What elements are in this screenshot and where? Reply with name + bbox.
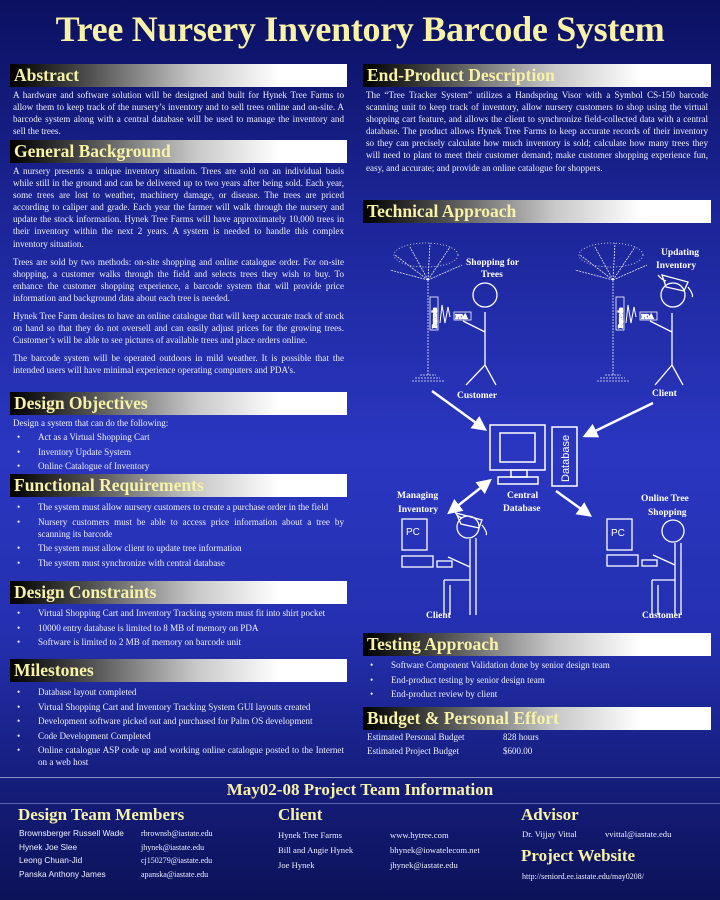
client-contacts — [390, 828, 480, 873]
svg-text:Shopping for: Shopping for — [466, 258, 520, 268]
svg-text:Barcode: Barcode — [432, 308, 439, 328]
barcode-icon — [430, 297, 439, 330]
background-section — [10, 140, 347, 377]
budget-row: Estimated Personal Budget 828 hours — [367, 732, 539, 742]
functional-section — [10, 474, 347, 571]
end-product-text: The “Tree Tracker System” utilizes a Handspring Visor with a Symbol CS-150 barcode scanning unit to keep track of inventory, allow nursery customers to shop using the virtual shopping cart feature, and allows the client to synchronize field-collected data with a central database. The product allows Hynek Tree Farms to keep accurate records of their inventory so they can precisely calculate how much inventory is sold; calculate how many trees they will need to plant to meet their customer demand; make customer shopping experience fun, easy, and accurate; and provide an online catalogue for shoppers. — [366, 90, 708, 173]
budget-section — [363, 707, 711, 758]
paragraph: Trees are sold by two methods: on-site shopping and online catalogue order. For on-site shopping, a customer walks through the field and selects trees they wish to buy. To enhance the customer shopping experience, a barcode system that will provide price information and background data about each tree is needed. — [13, 256, 344, 303]
budget-row: Estimated Project Budget $600.00 — [367, 746, 533, 756]
customer-figure — [463, 283, 497, 385]
svg-text:Client: Client — [426, 611, 451, 621]
tree-icon — [575, 243, 647, 381]
svg-text:Inventory: Inventory — [656, 261, 697, 271]
section-heading: Technical Approach — [363, 200, 711, 223]
customer-figure — [652, 520, 684, 615]
svg-text:PDA: PDA — [641, 314, 654, 321]
pc-icon — [402, 519, 452, 567]
section-heading: Abstract — [10, 64, 347, 87]
website-link[interactable]: http://seniord.ee.iastate.edu/may0208/ — [522, 872, 644, 881]
email-link[interactable]: vvittal@iastate.edu — [605, 829, 672, 839]
svg-text:Shopping: Shopping — [648, 508, 687, 518]
client-heading: Client — [278, 805, 323, 824]
list-item: • Virtual Shopping Cart and Inventory Tracking system must fit into shirt pocket — [17, 608, 326, 618]
list-item: • Software is limited to 2 MB of memory on barcode unit — [17, 637, 242, 648]
list-item: • Online Catalogue of Inventory — [17, 461, 150, 472]
svg-text:Updating: Updating — [661, 248, 700, 258]
svg-text:PC: PC — [406, 527, 420, 538]
email-link[interactable]: apanska@iastate.edu — [141, 869, 209, 879]
objectives-intro: Design a system that can do the following: — [13, 418, 169, 428]
team-names: Brownsberger Russell Wade Hynek Joe Slee Leong Chuan-Jid Panska Anthony James — [19, 828, 124, 879]
objectives-section — [10, 392, 347, 475]
list-item: • End-product testing by senior design team — [370, 674, 545, 685]
svg-text:Customer: Customer — [642, 611, 683, 621]
svg-text:Client: Client — [652, 389, 677, 399]
section-heading: Testing Approach — [363, 633, 711, 656]
constraints-section — [10, 581, 347, 651]
tree-icon — [390, 243, 462, 381]
arrow — [556, 491, 588, 514]
scan-beam — [440, 305, 450, 323]
svg-text:Managing: Managing — [397, 491, 439, 501]
abstract-section — [10, 64, 347, 137]
email-link[interactable]: cj150279@iastate.edu — [141, 856, 213, 865]
client-figure — [650, 275, 693, 385]
abstract-text: A hardware and software solution will be designed and built for Hynek Tree Farms to allow them to keep track of the nursery’s inventory and to sell trees online and on-site. A barcode system along with a central database will be used to manage the inventory and sell the trees. — [13, 90, 344, 137]
footer-heading: May02-08 Project Team Information — [226, 780, 494, 799]
list-item: • The system must allow client to update tree information — [17, 543, 242, 554]
barcode-icon — [616, 297, 625, 330]
list-item: • Online catalogue ASP code up and working online catalogue posted to the Internet on a web host — [17, 745, 344, 768]
advisor-heading: Advisor — [521, 805, 579, 824]
section-heading: Design Constraints — [10, 581, 347, 604]
section-heading: Budget & Personal Effort — [363, 707, 711, 730]
list-item: • 10000 entry database is limited to 8 MB of memory on PDA — [17, 622, 259, 633]
paragraph: The barcode system will be operated outdoors in mild weather. It is possible that the intended users will have minimal experience operating computers and PDA’s. — [13, 353, 344, 376]
list-item: • End-product review by client — [370, 689, 498, 700]
scan-beam — [626, 305, 636, 323]
email-link[interactable]: rbrownsb@iastate.edu — [141, 829, 213, 838]
arrow — [455, 482, 488, 508]
list-item: • Database layout completed — [17, 687, 137, 697]
svg-text:PDA: PDA — [455, 314, 468, 321]
svg-text:Central: Central — [507, 491, 539, 501]
list-item: • The system must allow nursery customers to create a purchase order in the field — [17, 502, 329, 512]
database-icon — [552, 427, 577, 486]
svg-text:Trees: Trees — [481, 270, 503, 280]
client-names: Hynek Tree Farms Bill and Angie Hynek Joe Hynek — [278, 830, 354, 870]
arrow — [587, 403, 653, 435]
svg-text:Barcode: Barcode — [618, 308, 625, 328]
svg-text:PC: PC — [611, 528, 625, 539]
email-link[interactable]: jhynek@iastate.edu — [141, 842, 205, 852]
pda-icon — [640, 312, 657, 321]
list-item: • The system must synchronize with central database — [17, 557, 225, 568]
list-item: • Act as a Virtual Shopping Cart — [17, 432, 150, 443]
advisor-name: Dr. Vijjay Vittal — [522, 829, 577, 839]
milestones-section — [10, 659, 347, 771]
section-heading: General Background — [10, 140, 347, 163]
svg-text:Database: Database — [503, 504, 541, 514]
computer-icon — [490, 425, 545, 484]
website-heading: Project Website — [521, 846, 636, 865]
svg-text:Customer: Customer — [457, 391, 498, 401]
team-heading: Design Team Members — [18, 805, 185, 824]
client-figure — [444, 512, 487, 615]
divider — [0, 777, 720, 778]
section-heading: End-Product Description — [363, 64, 711, 87]
section-heading: Milestones — [10, 659, 347, 682]
email-link[interactable]: bhynek@iowatelecom.net — [390, 845, 480, 855]
testing-section — [363, 633, 711, 703]
pc-icon — [607, 519, 657, 566]
email-link[interactable]: jhynek@iastate.edu — [390, 860, 458, 870]
list-item: • Development software picked out and purchased for Palm OS development — [17, 716, 313, 727]
list-item: • Virtual Shopping Cart and Inventory Tracking System GUI layouts created — [17, 701, 311, 712]
svg-text:Inventory: Inventory — [398, 505, 439, 515]
poster-title: Tree Nursery Inventory Barcode System — [55, 9, 665, 49]
pda-icon — [454, 312, 471, 321]
list-item: • Inventory Update System — [17, 446, 131, 457]
website-link[interactable]: www.hytree.com — [390, 830, 449, 840]
svg-text:Database: Database — [560, 434, 572, 482]
list-item: • Code Development Completed — [17, 730, 151, 741]
divider — [0, 803, 720, 804]
technical-section — [363, 200, 711, 223]
list-item: • Nursery customers must be able to access price information about a tree by scanning its barcode — [17, 516, 344, 539]
list-item: • Software Component Validation done by senior design team — [370, 660, 610, 670]
paragraph: A nursery presents a unique inventory situation. Trees are sold on an individual basis while still in the ground and can be delivered up to two years after being sold. Each year, some trees are lost to weather, machinery damage, or disease. The trees are priced according to caliper and grade. Each year the farmer will walk through the nursery and update the stock information. Hynek Tree Farms will have approximately 10,000 trees in their inventory within the next 2 years. A system is needed to handle this complex inventory situation. — [13, 166, 344, 249]
team-emails — [141, 827, 213, 881]
end-product-section — [363, 64, 711, 174]
system-diagram — [370, 235, 710, 625]
section-heading: Functional Requirements — [10, 474, 347, 497]
paragraph: Hynek Tree Farm desires to have an online catalogue that will keep accurate track of stock on hand so that they do not oversell and can easily adjust prices for the growing trees. Customer’s will be able to see pictures of available trees and place orders online. — [13, 311, 344, 346]
svg-text:Online Tree: Online Tree — [641, 494, 689, 504]
section-heading: Design Objectives — [10, 392, 347, 415]
